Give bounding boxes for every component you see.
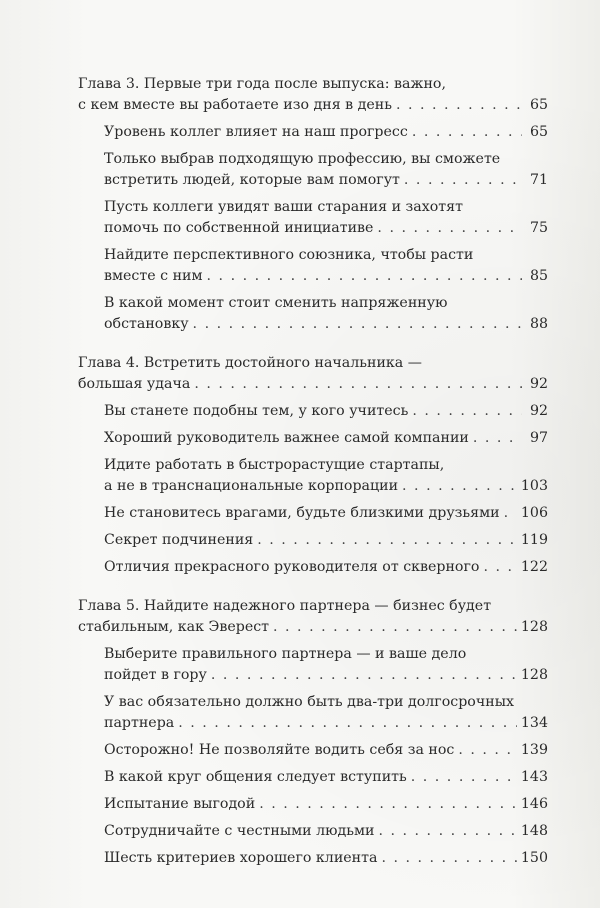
dot-leader bbox=[411, 767, 517, 788]
dot-leader bbox=[483, 557, 516, 578]
toc-entry bbox=[78, 692, 548, 734]
page-number: 92 bbox=[529, 403, 548, 419]
toc-entry-text-line: Не становитесь врагами, будьте близкими друзьями bbox=[104, 505, 500, 521]
page-number: 65 bbox=[529, 97, 548, 113]
toc-entry bbox=[78, 122, 548, 143]
chapter-heading bbox=[78, 596, 548, 638]
toc-entry-last-line bbox=[104, 713, 548, 734]
dot-leader bbox=[178, 713, 517, 734]
toc-entry bbox=[78, 767, 548, 788]
toc-entry bbox=[78, 740, 548, 761]
toc-entry-text-line: Идите работать в быстрорастущие стартапы, bbox=[104, 457, 445, 473]
page-number: 148 bbox=[520, 823, 548, 839]
toc-entry-last-line bbox=[104, 848, 548, 869]
chapter-gap bbox=[78, 335, 548, 353]
toc-entry-text-line: Только выбрав подходящую профессию, вы сможете bbox=[104, 151, 501, 167]
toc-entry-text-line: Уровень коллег влияет на наш прогресс bbox=[104, 124, 408, 140]
dot-leader bbox=[402, 476, 517, 497]
page-number: 143 bbox=[520, 769, 548, 785]
page-number: 106 bbox=[520, 505, 548, 521]
page-number: 75 bbox=[529, 220, 548, 236]
toc-entry bbox=[78, 245, 548, 287]
toc-entry-last-line bbox=[104, 314, 548, 335]
dot-leader bbox=[273, 617, 517, 638]
toc-entry-last-line bbox=[104, 503, 548, 524]
page-number: 85 bbox=[529, 268, 548, 284]
toc-entry-last-line bbox=[104, 557, 548, 578]
chapter-heading bbox=[78, 353, 548, 395]
toc-entry-text-line: Секрет подчинения bbox=[104, 532, 254, 548]
chapter-heading-text-line: Глава 5. Найдите надежного партнера — бизнес будет bbox=[78, 598, 492, 614]
toc-entry-last-line bbox=[104, 740, 548, 761]
page-number: 139 bbox=[520, 742, 548, 758]
toc-entry-text-line: пойдет в гору bbox=[104, 667, 207, 683]
dot-leader bbox=[381, 848, 516, 869]
dot-leader bbox=[378, 821, 516, 842]
toc-entry-text-line: Сотрудничайте с честными людьми bbox=[104, 823, 375, 839]
toc-entry-text-line: У вас обязательно должно быть два-три долгосрочных bbox=[104, 694, 514, 710]
toc-entry-text-line: Осторожно! Не позволяйте водить себя за нос bbox=[104, 742, 455, 758]
toc-entry-last-line bbox=[104, 170, 548, 191]
toc-entry-last-line bbox=[104, 665, 548, 686]
page-number: 128 bbox=[520, 667, 548, 683]
toc-entry-text-line: обстановку bbox=[104, 316, 189, 332]
dot-leader bbox=[257, 530, 517, 551]
toc-entry-text-line: встретить людей, которые вам помогут bbox=[104, 172, 400, 188]
toc-entry bbox=[78, 401, 548, 422]
chapter-heading-last-line bbox=[78, 617, 548, 638]
toc-entry bbox=[78, 794, 548, 815]
page-number: 88 bbox=[529, 316, 548, 332]
toc-entry bbox=[78, 197, 548, 239]
toc-entry bbox=[78, 557, 548, 578]
toc-entry bbox=[78, 293, 548, 335]
dot-leader bbox=[412, 122, 522, 143]
toc-entry-text-line: вместе с ним bbox=[104, 268, 203, 284]
page-number: 122 bbox=[520, 559, 548, 575]
dot-leader bbox=[412, 401, 522, 422]
toc-entry-text-line: Хороший руководитель важнее самой компании bbox=[104, 430, 469, 446]
dot-leader bbox=[396, 95, 522, 116]
toc-entry bbox=[78, 821, 548, 842]
toc-entry-last-line bbox=[104, 476, 548, 497]
page-number: 146 bbox=[520, 796, 548, 812]
chapter-heading-text-line: стабильным, как Эверест bbox=[78, 619, 270, 635]
toc-entry bbox=[78, 848, 548, 869]
toc-entry-text-line: Вы станете подобны тем, у кого учитесь bbox=[104, 403, 409, 419]
toc-entry-text-line: Испытание выгодой bbox=[104, 796, 256, 812]
page-number: 103 bbox=[520, 478, 548, 494]
chapter-5 bbox=[78, 596, 548, 869]
toc-entry-text-line: помочь по собственной инициативе bbox=[104, 220, 374, 236]
table-of-contents bbox=[78, 74, 548, 869]
chapter-heading-text-line: большая удача bbox=[78, 376, 191, 392]
toc-entry-last-line bbox=[104, 266, 548, 287]
toc-entry-last-line bbox=[104, 794, 548, 815]
toc-entry-text-line: Шесть критериев хорошего клиента bbox=[104, 850, 378, 866]
toc-entry bbox=[78, 149, 548, 191]
dot-leader bbox=[193, 314, 522, 335]
dot-leader bbox=[458, 740, 517, 761]
page-number: 128 bbox=[520, 619, 548, 635]
toc-entry-text-line: Найдите перспективного союзника, чтобы расти bbox=[104, 247, 474, 263]
chapter-heading-text-line: Глава 4. Встретить достойного начальника — bbox=[78, 355, 422, 371]
chapter-heading-last-line bbox=[78, 95, 548, 116]
chapter-heading-text-line: Глава 3. Первые три года после выпуска: важно, bbox=[78, 76, 446, 92]
dot-leader bbox=[194, 374, 522, 395]
toc-entry-text-line: Отличия прекрасного руководителя от скверного bbox=[104, 559, 480, 575]
toc-entry bbox=[78, 644, 548, 686]
dot-leader bbox=[377, 218, 522, 239]
dot-leader bbox=[473, 428, 522, 449]
toc-entry-text-line: В какой круг общения следует вступить bbox=[104, 769, 407, 785]
page-number: 134 bbox=[520, 715, 548, 731]
toc-entry bbox=[78, 530, 548, 551]
page-number: 92 bbox=[529, 376, 548, 392]
page-number: 150 bbox=[520, 850, 548, 866]
chapter-heading bbox=[78, 74, 548, 116]
dot-leader bbox=[211, 665, 517, 686]
dot-leader bbox=[404, 170, 522, 191]
toc-entry-text-line: а не в транснациональные корпорации bbox=[104, 478, 399, 494]
chapter-4 bbox=[78, 353, 548, 578]
toc-entry bbox=[78, 503, 548, 524]
toc-entry-last-line bbox=[104, 821, 548, 842]
toc-entry-text-line: Выберите правильного партнера — и ваше дело bbox=[104, 646, 467, 662]
page-number: 119 bbox=[520, 532, 548, 548]
chapter-gap bbox=[78, 578, 548, 596]
toc-entry-last-line bbox=[104, 428, 548, 449]
dot-leader bbox=[259, 794, 517, 815]
toc-entry-text-line: Пусть коллеги увидят ваши старания и захотят bbox=[104, 199, 463, 215]
toc-entry bbox=[78, 428, 548, 449]
chapter-heading-text-line: с кем вместе вы работаете изо дня в день bbox=[78, 97, 392, 113]
page-number: 97 bbox=[529, 430, 548, 446]
toc-entry-last-line bbox=[104, 767, 548, 788]
toc-entry-last-line bbox=[104, 401, 548, 422]
toc-entry-text-line: В какой момент стоит сменить напряженную bbox=[104, 295, 448, 311]
page-number: 71 bbox=[529, 172, 548, 188]
chapter-3 bbox=[78, 74, 548, 335]
toc-entry bbox=[78, 455, 548, 497]
toc-entry-last-line bbox=[104, 530, 548, 551]
toc-entry-text-line: партнера bbox=[104, 715, 175, 731]
page-number: 65 bbox=[529, 124, 548, 140]
dot-leader bbox=[504, 503, 517, 524]
dot-leader bbox=[207, 266, 522, 287]
chapter-heading-last-line bbox=[78, 374, 548, 395]
toc-entry-last-line bbox=[104, 122, 548, 143]
toc-entry-last-line bbox=[104, 218, 548, 239]
